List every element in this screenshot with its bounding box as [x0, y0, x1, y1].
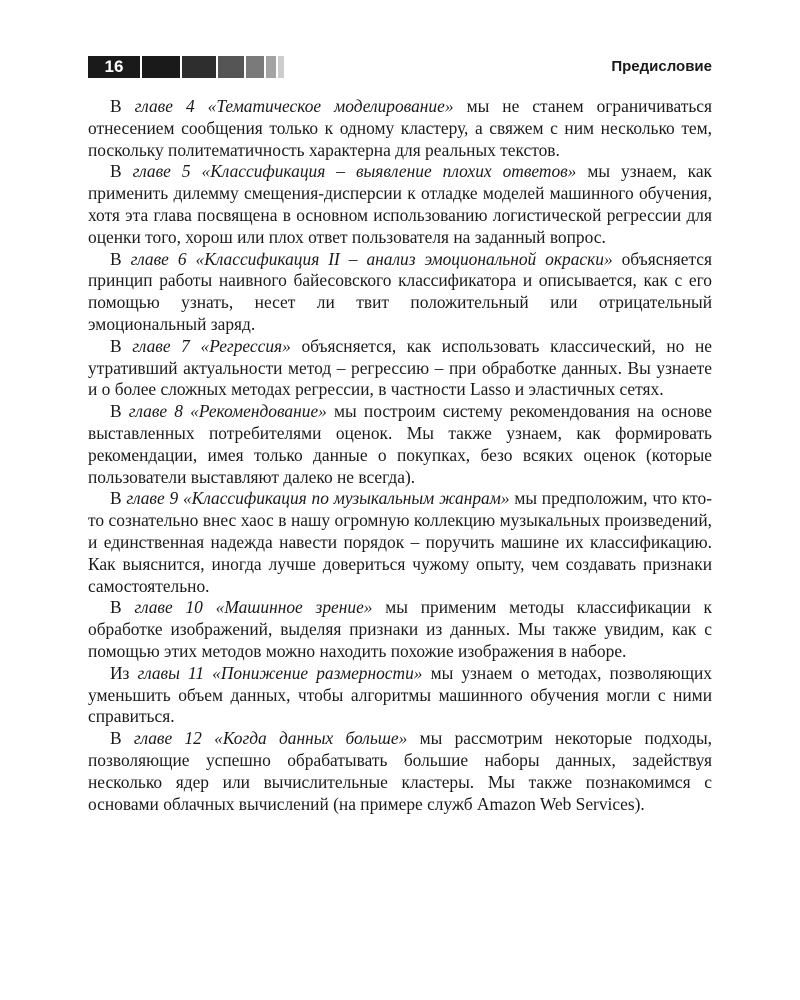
header-bar: [142, 56, 180, 78]
paragraph: В главе 5 «Классификация – выявление плохих ответов» мы узнаем, как применить дилемму смещения-дисперсии к отладке моделей машинного обучения, хотя эта глава посвящена в основном использованию логистической регрессии для оценки того, хорош или плох ответ пользователя на заданный вопрос.: [88, 161, 713, 247]
paragraph: В главе 12 «Когда данных больше» мы рассмотрим некоторые подходы, позволяющие успешно обрабатывать большие наборы данных, задействуя несколько ядер или вычислительные кластеры. Мы также познакомимся с основами облачных вычислений (на примере служб Amazon Web Services).: [88, 728, 713, 814]
page-number: 16: [88, 56, 140, 78]
header-bar: [246, 56, 264, 78]
paragraph: В главе 10 «Машинное зрение» мы применим методы классификации к обработке изображений, выделяя признаки из данных. Мы также увидим, как с помощью этих методов можно находить похожие изображения в наборе.: [88, 597, 712, 661]
header-bar: [278, 56, 284, 78]
section-title: Предисловие: [611, 58, 712, 75]
page-body: [88, 96, 712, 815]
paragraph: В главе 4 «Тематическое моделирование» мы не станем ограничиваться отнесением сообщения только к одному кластеру, а свяжем с ним несколько тем, поскольку политематичность характерна для реальных текстов.: [88, 96, 713, 160]
header-bar: [182, 56, 216, 78]
paragraph: Из главы 11 «Понижение размерности» мы узнаем о методах, позволяющих уменьшить объем данных, чтобы алгоритмы машинного обучения могли с ними справиться.: [88, 662, 713, 727]
header-bar: [218, 56, 244, 78]
paragraph: В главе 6 «Классификация II – анализ эмоциональной окраски» объясняется принцип работы наивного байесовского классификатора и описывается, как с его помощью узнать, несет ли твит положительный или отрицательный эмоциональный заряд.: [88, 248, 712, 334]
paragraph: В главе 7 «Регрессия» объясняется, как использовать классический, но не утративший актуальности метод – регрессию – при обработке данных. Вы узнаете и о более сложных методах регрессии, в частности Lasso и эластичных сетях.: [88, 335, 712, 400]
page-header: [88, 56, 712, 78]
paragraph: В главе 9 «Классификация по музыкальным жанрам» мы предположим, что кто-то сознательно внес хаос в нашу огромную коллекцию музыкальных произведений, и единственная надежда навести порядок – поручить машине их классификацию. Как выяснится, иногда лучше довериться чужому опыту, чем создавать признаки самостоятельно.: [88, 488, 712, 596]
paragraph: В главе 8 «Рекомендование» мы построим систему рекомендования на основе выставленных потребителями оценок. Мы также узнаем, как формировать рекомендации, имея только данные о покупках, безо всяких оценок (которые пользователи выставляют далеко не всегда).: [88, 401, 712, 487]
header-bar: [266, 56, 276, 78]
